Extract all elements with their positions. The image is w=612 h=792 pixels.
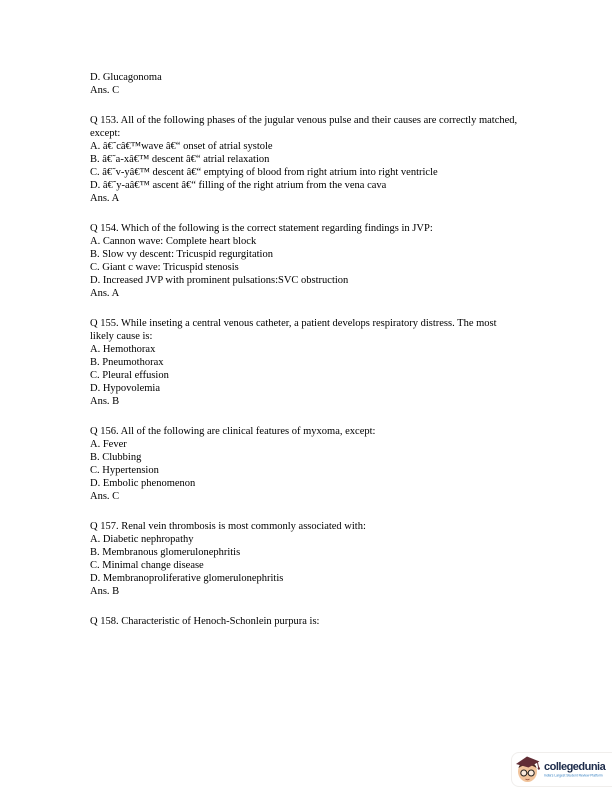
option-c: C. Minimal change disease xyxy=(90,560,204,571)
options-q156 xyxy=(90,438,520,503)
option-b: B. Pneumothorax xyxy=(90,357,164,368)
prev-question-tail xyxy=(90,71,520,97)
option-d: D. Hypovolemia xyxy=(90,383,160,394)
page-content xyxy=(90,71,520,628)
answer-line: Ans. C xyxy=(90,85,120,96)
question-q155: Q 155. While inseting a central venous catheter, a patient develops respiratory distress. The most likely cause is: xyxy=(90,318,497,342)
option-b: B. Membranous glomerulonephritis xyxy=(90,547,241,558)
question-q158: Q 158. Characteristic of Henoch-Schonlein purpura is: xyxy=(90,616,320,627)
option-a: A. Fever xyxy=(90,439,127,450)
question-q157: Q 157. Renal vein thrombosis is most commonly associated with: xyxy=(90,521,366,532)
option-a: A. â€˜câ€™wave â€“ onset of atrial systole xyxy=(90,141,273,152)
option-d: D. â€˜y-aâ€™ ascent â€“ filling of the right atrium from the vena cava xyxy=(90,180,387,191)
option-c: C. Giant c wave: Tricuspid stenosis xyxy=(90,262,239,273)
option-d: D. Membranoproliferative glomerulonephritis xyxy=(90,573,284,584)
question-q154: Q 154. Which of the following is the correct statement regarding findings in JVP: xyxy=(90,223,433,234)
brand-name: collegedunia xyxy=(544,760,606,773)
option-b: B. â€˜a-xâ€™ descent â€“ atrial relaxation xyxy=(90,154,270,165)
answer-line: Ans. B xyxy=(90,586,120,597)
option-a: A. Cannon wave: Complete heart block xyxy=(90,236,257,247)
options-q153 xyxy=(90,140,520,205)
collegedunia-logo xyxy=(511,752,612,787)
option-c: C. Hypertension xyxy=(90,465,159,476)
brand-tagline: India's Largest Student Review Platform xyxy=(544,773,603,778)
logo-text xyxy=(544,761,612,779)
answer-line: Ans. A xyxy=(90,193,120,204)
option-a: A. Hemothorax xyxy=(90,344,156,355)
options-q155 xyxy=(90,343,520,408)
option-d: D. Glucagonoma xyxy=(90,72,162,83)
option-a: A. Diabetic nephropathy xyxy=(90,534,194,545)
option-d: D. Embolic phenomenon xyxy=(90,478,196,489)
option-b: B. Slow vy descent: Tricuspid regurgitation xyxy=(90,249,273,260)
option-c: C. â€˜v-yâ€™ descent â€“ emptying of blood from right atrium into right ventricle xyxy=(90,167,438,178)
option-d: D. Increased JVP with prominent pulsations:SVC obstruction xyxy=(90,275,349,286)
answer-line: Ans. B xyxy=(90,396,120,407)
option-b: B. Clubbing xyxy=(90,452,142,463)
options-q157 xyxy=(90,533,520,598)
answer-line: Ans. A xyxy=(90,288,120,299)
question-q156: Q 156. All of the following are clinical features of myxoma, except: xyxy=(90,426,376,437)
mascot-icon xyxy=(514,755,541,784)
option-c: C. Pleural effusion xyxy=(90,370,169,381)
options-q154 xyxy=(90,235,520,300)
answer-line: Ans. C xyxy=(90,491,120,502)
question-q153: Q 153. All of the following phases of the jugular venous pulse and their causes are correctly matched, except: xyxy=(90,115,518,139)
